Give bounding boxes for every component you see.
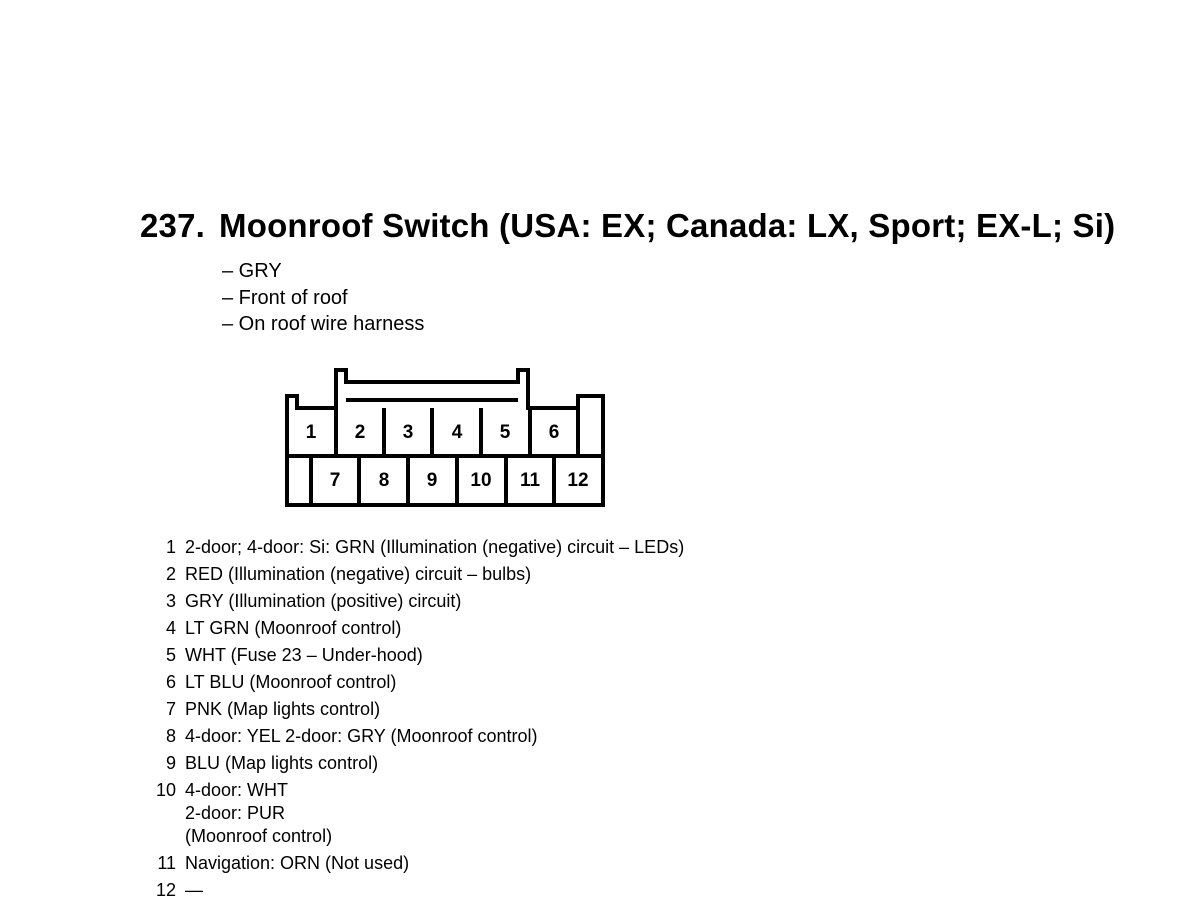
pin-label: 9 xyxy=(426,470,438,491)
pin-description-line: 2-door: PUR xyxy=(185,803,286,823)
pin-description-line: PNK (Map lights control) xyxy=(185,699,381,719)
pin-label: 11 xyxy=(519,470,541,491)
pin-label: 2 xyxy=(354,422,366,443)
title-number: 237. xyxy=(140,207,206,244)
pin-description-row xyxy=(148,752,684,775)
pin-description-line: WHT (Fuse 23 – Under-hood) xyxy=(185,645,423,665)
pin-label: 8 xyxy=(378,470,390,491)
pin-description-row xyxy=(148,879,684,902)
pin-label: 5 xyxy=(499,422,511,443)
pin-description xyxy=(185,563,531,586)
pin-description-line: 4-door: YEL 2-door: GRY (Moonroof control) xyxy=(185,726,538,746)
pin-number: 5 xyxy=(165,645,176,665)
pin-description-line: 4-door: WHT xyxy=(185,780,289,800)
pin-description-row xyxy=(148,671,684,694)
pin-description-line: LT BLU (Moonroof control) xyxy=(185,672,397,692)
pin-label: 3 xyxy=(402,422,414,443)
pin-number: 4 xyxy=(165,618,176,638)
pin-description xyxy=(185,698,380,721)
pin-label: 7 xyxy=(329,470,341,491)
pin-description-line: BLU (Map lights control) xyxy=(185,753,379,773)
pin-description-list xyxy=(148,536,684,906)
title-text: Moonroof Switch (USA: EX; Canada: LX, Sport; EX-L; Si) xyxy=(219,207,1116,244)
pin-number: 8 xyxy=(165,726,176,746)
pin-description xyxy=(185,671,396,694)
pin-number: 2 xyxy=(165,564,176,584)
pin-label: 6 xyxy=(548,422,560,443)
pin-description-row xyxy=(148,698,684,721)
pin-description-line: (Moonroof control) xyxy=(185,826,333,846)
pin-description xyxy=(185,644,423,667)
pin-description xyxy=(185,536,684,559)
pin-description-row xyxy=(148,644,684,667)
pin-number: 1 xyxy=(165,537,176,557)
pin-label: 10 xyxy=(470,470,492,491)
pin-number: 7 xyxy=(165,699,176,719)
pin-label: 1 xyxy=(305,422,317,443)
connector-location: – Front of roof xyxy=(222,286,348,309)
pin-description-row xyxy=(148,590,684,613)
pin-description-row xyxy=(148,563,684,586)
pin-number: 6 xyxy=(165,672,176,692)
connector-color: – GRY xyxy=(222,260,282,282)
pin-description-row xyxy=(148,617,684,640)
pin-description-row xyxy=(148,725,684,748)
pin-label: 12 xyxy=(567,470,589,491)
pin-description xyxy=(185,725,538,748)
pin-description-line: Navigation: ORN (Not used) xyxy=(185,853,410,873)
pin-number: 11 xyxy=(157,853,176,873)
pin-description-row xyxy=(148,536,684,559)
pin-description-line: — xyxy=(185,880,203,900)
connector-harness: – On roof wire harness xyxy=(222,313,425,335)
pin-description-line: RED (Illumination (negative) circuit – bulbs) xyxy=(185,564,532,584)
pin-description xyxy=(185,590,461,613)
pin-description-line: 2-door; 4-door: Si: GRN (Illumination (negative) circuit – LEDs) xyxy=(185,537,685,557)
pin-description-row xyxy=(148,852,684,875)
pin-description xyxy=(185,879,203,902)
pin-number: 10 xyxy=(155,780,176,800)
pin-number: 12 xyxy=(155,880,176,900)
pin-description-line: GRY (Illumination (positive) circuit) xyxy=(185,591,462,611)
pin-number: 3 xyxy=(165,591,176,611)
pin-description xyxy=(185,852,409,875)
pin-description xyxy=(185,617,401,640)
pin-label: 4 xyxy=(451,422,463,443)
pin-description xyxy=(185,752,378,775)
pin-description-row xyxy=(148,779,684,848)
pin-description xyxy=(185,779,332,848)
pin-description-line: LT GRN (Moonroof control) xyxy=(185,618,402,638)
pin-number: 9 xyxy=(165,753,176,773)
